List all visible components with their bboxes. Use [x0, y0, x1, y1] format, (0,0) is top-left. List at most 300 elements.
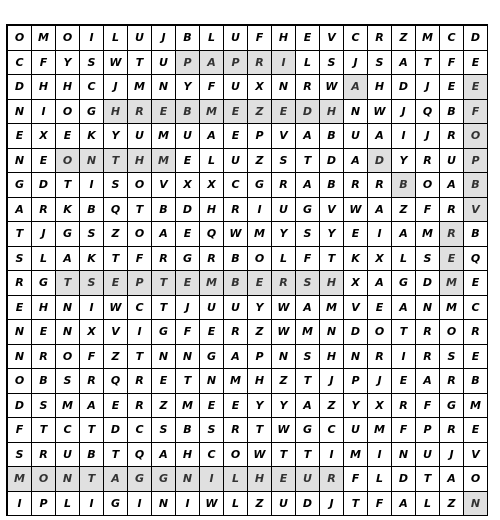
letter-cell[interactable]: J [392, 100, 416, 125]
letter-cell[interactable]: G [392, 271, 416, 296]
letter-cell-highlighted[interactable]: E [176, 271, 200, 296]
letter-cell[interactable]: U [224, 296, 248, 321]
letter-cell[interactable]: N [392, 443, 416, 468]
letter-cell-highlighted[interactable]: S [296, 271, 320, 296]
letter-cell-highlighted[interactable]: T [80, 467, 104, 492]
letter-cell[interactable]: S [80, 51, 104, 76]
letter-cell-highlighted[interactable]: O [464, 124, 488, 149]
letter-cell[interactable]: W [200, 492, 224, 517]
letter-cell[interactable]: G [176, 247, 200, 272]
letter-cell-highlighted[interactable]: E [104, 271, 128, 296]
letter-cell[interactable]: R [128, 394, 152, 419]
letter-cell[interactable]: W [368, 100, 392, 125]
letter-cell[interactable]: U [56, 443, 80, 468]
letter-cell-highlighted[interactable]: R [320, 467, 344, 492]
letter-cell[interactable]: F [80, 345, 104, 370]
letter-cell[interactable]: Z [440, 492, 464, 517]
letter-cell[interactable]: M [464, 394, 488, 419]
letter-cell[interactable]: O [128, 222, 152, 247]
letter-cell[interactable]: R [200, 247, 224, 272]
letter-cell[interactable]: N [272, 75, 296, 100]
letter-cell[interactable]: U [416, 443, 440, 468]
letter-cell[interactable]: I [248, 198, 272, 223]
letter-cell[interactable]: J [104, 75, 128, 100]
letter-cell[interactable]: Z [152, 394, 176, 419]
letter-cell[interactable]: P [248, 124, 272, 149]
letter-cell[interactable]: R [272, 173, 296, 198]
letter-cell[interactable]: T [320, 247, 344, 272]
letter-cell[interactable]: N [344, 345, 368, 370]
letter-cell[interactable]: E [224, 394, 248, 419]
letter-cell[interactable]: U [224, 26, 248, 51]
letter-cell[interactable]: X [176, 173, 200, 198]
letter-cell[interactable]: I [32, 100, 56, 125]
letter-cell[interactable]: U [200, 296, 224, 321]
letter-cell[interactable]: I [80, 296, 104, 321]
letter-cell[interactable]: F [176, 320, 200, 345]
letter-cell[interactable]: T [416, 467, 440, 492]
letter-cell[interactable]: T [248, 418, 272, 443]
letter-cell[interactable]: R [296, 75, 320, 100]
letter-cell[interactable]: J [368, 369, 392, 394]
letter-cell[interactable]: O [56, 345, 80, 370]
letter-cell[interactable]: G [80, 100, 104, 125]
letter-cell[interactable]: T [128, 51, 152, 76]
letter-cell[interactable]: L [200, 149, 224, 174]
letter-cell[interactable]: B [320, 124, 344, 149]
letter-cell[interactable]: O [416, 173, 440, 198]
letter-cell[interactable]: E [152, 369, 176, 394]
letter-cell[interactable]: L [224, 492, 248, 517]
letter-cell[interactable]: D [344, 320, 368, 345]
letter-cell[interactable]: J [440, 443, 464, 468]
letter-cell[interactable]: L [296, 51, 320, 76]
letter-cell[interactable]: H [200, 198, 224, 223]
letter-cell[interactable]: A [296, 296, 320, 321]
letter-cell[interactable]: G [200, 345, 224, 370]
letter-cell[interactable]: O [8, 369, 32, 394]
letter-cell[interactable]: V [344, 296, 368, 321]
letter-cell-highlighted[interactable]: M [8, 467, 32, 492]
letter-cell[interactable]: R [224, 320, 248, 345]
letter-cell[interactable]: O [248, 247, 272, 272]
letter-cell[interactable]: U [224, 75, 248, 100]
letter-cell[interactable]: X [248, 75, 272, 100]
letter-cell[interactable]: L [416, 492, 440, 517]
letter-cell[interactable]: X [200, 173, 224, 198]
letter-cell[interactable]: F [392, 418, 416, 443]
letter-cell[interactable]: T [296, 149, 320, 174]
letter-cell[interactable]: P [416, 418, 440, 443]
letter-cell-highlighted[interactable]: N [80, 149, 104, 174]
letter-cell[interactable]: J [152, 26, 176, 51]
letter-cell[interactable]: N [56, 296, 80, 321]
letter-cell[interactable]: L [104, 26, 128, 51]
letter-cell-highlighted[interactable]: U [296, 467, 320, 492]
letter-cell[interactable]: H [320, 345, 344, 370]
letter-cell[interactable]: S [56, 369, 80, 394]
letter-cell[interactable]: I [80, 173, 104, 198]
letter-cell[interactable]: R [440, 418, 464, 443]
letter-cell[interactable]: U [440, 149, 464, 174]
letter-cell[interactable]: Z [272, 369, 296, 394]
letter-cell[interactable]: A [152, 443, 176, 468]
letter-cell[interactable]: N [344, 100, 368, 125]
letter-cell[interactable]: U [152, 51, 176, 76]
letter-cell-highlighted[interactable]: B [392, 173, 416, 198]
letter-cell[interactable]: Y [176, 75, 200, 100]
letter-cell[interactable]: D [416, 271, 440, 296]
letter-cell[interactable]: R [368, 345, 392, 370]
letter-cell[interactable]: R [128, 369, 152, 394]
letter-cell[interactable]: O [224, 443, 248, 468]
letter-cell[interactable]: L [368, 467, 392, 492]
letter-cell[interactable]: M [416, 26, 440, 51]
letter-cell-highlighted[interactable]: N [176, 467, 200, 492]
letter-cell[interactable]: I [8, 492, 32, 517]
letter-cell[interactable]: M [344, 443, 368, 468]
letter-cell[interactable]: S [272, 149, 296, 174]
letter-cell[interactable]: M [320, 296, 344, 321]
letter-cell[interactable]: J [416, 75, 440, 100]
letter-cell[interactable]: W [104, 51, 128, 76]
letter-cell-highlighted[interactable]: T [152, 271, 176, 296]
letter-cell[interactable]: C [344, 26, 368, 51]
letter-cell-highlighted[interactable]: H [320, 100, 344, 125]
letter-cell[interactable]: Y [392, 149, 416, 174]
letter-cell[interactable]: G [8, 173, 32, 198]
letter-cell[interactable]: L [272, 247, 296, 272]
letter-cell[interactable]: E [440, 75, 464, 100]
letter-cell[interactable]: E [8, 124, 32, 149]
letter-cell[interactable]: E [224, 124, 248, 149]
letter-cell[interactable]: W [320, 75, 344, 100]
letter-cell[interactable]: N [272, 345, 296, 370]
letter-cell-highlighted[interactable]: N [56, 467, 80, 492]
letter-cell[interactable]: M [56, 394, 80, 419]
letter-cell[interactable]: B [320, 173, 344, 198]
letter-cell-highlighted[interactable]: M [200, 271, 224, 296]
letter-cell[interactable]: L [200, 26, 224, 51]
letter-cell[interactable]: E [200, 320, 224, 345]
letter-cell-highlighted[interactable]: V [464, 198, 488, 223]
letter-cell-highlighted[interactable]: E [272, 100, 296, 125]
letter-cell[interactable]: L [56, 492, 80, 517]
letter-cell[interactable]: L [32, 247, 56, 272]
letter-cell[interactable]: Z [248, 149, 272, 174]
letter-cell-highlighted[interactable]: M [200, 100, 224, 125]
letter-cell[interactable]: N [56, 320, 80, 345]
letter-cell[interactable]: M [152, 124, 176, 149]
letter-cell[interactable]: T [272, 443, 296, 468]
letter-cell[interactable]: Y [104, 124, 128, 149]
letter-cell[interactable]: E [32, 149, 56, 174]
letter-cell[interactable]: F [32, 51, 56, 76]
letter-cell[interactable]: H [32, 75, 56, 100]
letter-cell[interactable]: M [416, 222, 440, 247]
letter-cell[interactable]: M [128, 75, 152, 100]
letter-cell[interactable]: S [296, 222, 320, 247]
letter-cell[interactable]: M [224, 369, 248, 394]
letter-cell[interactable]: E [464, 271, 488, 296]
letter-cell[interactable]: M [368, 418, 392, 443]
letter-cell[interactable]: T [176, 369, 200, 394]
letter-cell[interactable]: S [8, 443, 32, 468]
letter-cell-highlighted[interactable]: T [104, 149, 128, 174]
letter-cell[interactable]: X [344, 271, 368, 296]
letter-cell[interactable]: R [464, 320, 488, 345]
letter-cell[interactable]: Q [128, 443, 152, 468]
letter-cell-highlighted[interactable]: H [128, 149, 152, 174]
letter-cell[interactable]: E [464, 418, 488, 443]
letter-cell-highlighted[interactable]: Z [248, 100, 272, 125]
letter-cell[interactable]: X [32, 124, 56, 149]
letter-cell[interactable]: O [128, 173, 152, 198]
letter-cell[interactable]: I [392, 345, 416, 370]
letter-cell[interactable]: T [392, 320, 416, 345]
letter-cell[interactable]: J [32, 222, 56, 247]
letter-cell[interactable]: O [56, 100, 80, 125]
letter-cell[interactable]: V [464, 443, 488, 468]
letter-cell[interactable]: X [368, 247, 392, 272]
letter-cell[interactable]: E [8, 296, 32, 321]
letter-cell[interactable]: F [440, 51, 464, 76]
letter-cell[interactable]: W [248, 443, 272, 468]
letter-cell[interactable]: T [296, 369, 320, 394]
letter-cell[interactable]: U [224, 149, 248, 174]
letter-cell[interactable]: A [296, 173, 320, 198]
letter-cell[interactable]: T [32, 418, 56, 443]
letter-cell[interactable]: Y [56, 51, 80, 76]
letter-cell[interactable]: J [320, 369, 344, 394]
letter-cell[interactable]: A [392, 51, 416, 76]
letter-cell[interactable]: S [200, 418, 224, 443]
letter-cell[interactable]: I [368, 443, 392, 468]
letter-cell[interactable]: F [296, 247, 320, 272]
letter-cell[interactable]: W [272, 320, 296, 345]
letter-cell[interactable]: R [344, 173, 368, 198]
letter-cell[interactable]: B [80, 198, 104, 223]
letter-cell[interactable]: W [344, 198, 368, 223]
letter-cell[interactable]: R [224, 418, 248, 443]
letter-cell[interactable]: B [440, 100, 464, 125]
letter-cell[interactable]: A [368, 198, 392, 223]
letter-cell[interactable]: G [296, 198, 320, 223]
letter-cell[interactable]: R [440, 124, 464, 149]
letter-cell[interactable]: E [368, 296, 392, 321]
letter-cell[interactable]: A [440, 467, 464, 492]
letter-cell[interactable]: O [56, 26, 80, 51]
letter-cell[interactable]: X [80, 320, 104, 345]
letter-cell[interactable]: I [176, 492, 200, 517]
letter-cell[interactable]: T [296, 443, 320, 468]
letter-cell[interactable]: T [416, 51, 440, 76]
letter-cell-highlighted[interactable]: P [128, 271, 152, 296]
letter-cell[interactable]: G [248, 173, 272, 198]
letter-cell[interactable]: S [8, 247, 32, 272]
letter-cell-highlighted[interactable]: R [272, 271, 296, 296]
letter-cell[interactable]: C [200, 443, 224, 468]
letter-cell[interactable]: H [248, 369, 272, 394]
letter-cell[interactable]: S [440, 345, 464, 370]
letter-cell-highlighted[interactable]: H [248, 467, 272, 492]
letter-cell[interactable]: R [368, 173, 392, 198]
letter-cell-highlighted[interactable]: F [464, 100, 488, 125]
letter-cell[interactable]: Y [272, 394, 296, 419]
letter-cell[interactable]: U [176, 124, 200, 149]
letter-cell[interactable]: M [176, 394, 200, 419]
letter-cell[interactable]: A [392, 492, 416, 517]
letter-cell-highlighted[interactable]: T [56, 271, 80, 296]
letter-cell[interactable]: E [344, 222, 368, 247]
letter-cell[interactable]: V [272, 124, 296, 149]
letter-cell-highlighted[interactable]: E [248, 271, 272, 296]
letter-cell[interactable]: O [8, 26, 32, 51]
letter-cell[interactable]: V [152, 173, 176, 198]
letter-cell[interactable]: D [104, 418, 128, 443]
letter-cell[interactable]: R [32, 345, 56, 370]
letter-cell-highlighted[interactable]: R [248, 51, 272, 76]
letter-cell[interactable]: R [32, 198, 56, 223]
letter-cell[interactable]: Z [392, 198, 416, 223]
letter-cell[interactable]: D [464, 26, 488, 51]
letter-cell-highlighted[interactable]: R [440, 222, 464, 247]
letter-cell[interactable]: G [56, 222, 80, 247]
letter-cell-highlighted[interactable]: M [440, 271, 464, 296]
letter-cell[interactable]: C [320, 418, 344, 443]
letter-cell-highlighted[interactable]: B [464, 173, 488, 198]
letter-cell[interactable]: S [32, 394, 56, 419]
letter-cell[interactable]: N [152, 345, 176, 370]
letter-cell[interactable]: Y [248, 296, 272, 321]
letter-cell[interactable]: T [152, 296, 176, 321]
letter-cell[interactable]: A [200, 124, 224, 149]
letter-cell[interactable]: K [80, 124, 104, 149]
letter-cell[interactable]: J [344, 51, 368, 76]
letter-cell-highlighted[interactable]: A [104, 467, 128, 492]
letter-cell[interactable]: D [176, 198, 200, 223]
letter-cell[interactable]: C [128, 418, 152, 443]
letter-cell[interactable]: R [8, 271, 32, 296]
letter-cell[interactable]: M [248, 222, 272, 247]
letter-cell[interactable]: Q [104, 198, 128, 223]
letter-cell[interactable]: F [416, 198, 440, 223]
letter-cell[interactable]: C [128, 296, 152, 321]
letter-cell-highlighted[interactable]: G [152, 467, 176, 492]
letter-cell[interactable]: Y [248, 394, 272, 419]
letter-cell[interactable]: O [440, 320, 464, 345]
letter-cell[interactable]: K [344, 247, 368, 272]
letter-cell-highlighted[interactable]: P [224, 51, 248, 76]
letter-cell[interactable]: H [56, 75, 80, 100]
letter-cell[interactable]: R [416, 345, 440, 370]
letter-cell[interactable]: E [200, 394, 224, 419]
letter-cell[interactable]: N [152, 75, 176, 100]
letter-cell[interactable]: J [176, 296, 200, 321]
letter-cell[interactable]: H [368, 75, 392, 100]
letter-cell[interactable]: R [152, 247, 176, 272]
letter-cell[interactable]: B [464, 222, 488, 247]
letter-cell[interactable]: S [320, 51, 344, 76]
letter-cell[interactable]: R [224, 198, 248, 223]
letter-cell-highlighted[interactable]: E [272, 467, 296, 492]
letter-cell-highlighted[interactable]: P [464, 149, 488, 174]
letter-cell[interactable]: I [80, 26, 104, 51]
letter-cell-highlighted[interactable]: H [320, 271, 344, 296]
letter-cell[interactable]: Y [320, 222, 344, 247]
letter-cell-highlighted[interactable]: R [128, 100, 152, 125]
letter-cell[interactable]: N [416, 296, 440, 321]
letter-cell[interactable]: B [224, 247, 248, 272]
letter-cell[interactable]: A [224, 345, 248, 370]
letter-cell[interactable]: C [80, 75, 104, 100]
letter-cell[interactable]: R [416, 149, 440, 174]
letter-cell[interactable]: F [200, 75, 224, 100]
letter-cell[interactable]: J [416, 124, 440, 149]
letter-cell[interactable]: B [80, 443, 104, 468]
letter-cell[interactable]: I [392, 124, 416, 149]
letter-cell[interactable]: T [104, 443, 128, 468]
letter-cell[interactable]: R [32, 443, 56, 468]
letter-cell[interactable]: E [104, 394, 128, 419]
letter-cell[interactable]: F [368, 492, 392, 517]
letter-cell[interactable]: K [80, 247, 104, 272]
letter-cell[interactable]: U [344, 124, 368, 149]
letter-cell[interactable]: E [176, 149, 200, 174]
letter-cell[interactable]: I [128, 492, 152, 517]
letter-cell[interactable]: Z [104, 345, 128, 370]
letter-cell[interactable]: M [440, 296, 464, 321]
letter-cell[interactable]: S [104, 173, 128, 198]
letter-cell[interactable]: E [464, 51, 488, 76]
letter-cell[interactable]: D [392, 75, 416, 100]
letter-cell[interactable]: A [368, 271, 392, 296]
letter-cell[interactable]: Q [200, 222, 224, 247]
letter-cell[interactable]: I [368, 222, 392, 247]
letter-cell[interactable]: C [464, 296, 488, 321]
letter-cell[interactable]: A [416, 369, 440, 394]
letter-cell[interactable]: Q [464, 247, 488, 272]
letter-cell[interactable]: S [152, 418, 176, 443]
letter-cell[interactable]: D [320, 149, 344, 174]
letter-cell[interactable]: W [272, 296, 296, 321]
letter-cell-highlighted[interactable]: I [272, 51, 296, 76]
letter-cell-highlighted[interactable]: L [224, 467, 248, 492]
letter-cell[interactable]: Z [248, 492, 272, 517]
letter-cell[interactable]: M [32, 26, 56, 51]
letter-cell[interactable]: N [152, 492, 176, 517]
letter-cell-highlighted[interactable]: P [176, 51, 200, 76]
letter-cell[interactable]: T [8, 222, 32, 247]
letter-cell[interactable]: C [224, 173, 248, 198]
letter-cell[interactable]: H [32, 296, 56, 321]
letter-cell[interactable]: F [344, 467, 368, 492]
letter-cell[interactable]: T [80, 418, 104, 443]
letter-cell[interactable]: W [104, 296, 128, 321]
letter-cell-highlighted[interactable]: D [368, 149, 392, 174]
letter-cell-highlighted[interactable]: H [104, 100, 128, 125]
letter-cell[interactable]: C [440, 26, 464, 51]
letter-cell[interactable]: Z [320, 394, 344, 419]
letter-cell[interactable]: S [296, 345, 320, 370]
letter-cell[interactable]: Z [104, 222, 128, 247]
letter-cell[interactable]: I [320, 443, 344, 468]
letter-cell[interactable]: B [464, 369, 488, 394]
letter-cell-highlighted[interactable]: E [152, 100, 176, 125]
letter-cell[interactable]: R [416, 320, 440, 345]
letter-cell[interactable]: R [392, 394, 416, 419]
letter-cell[interactable]: L [392, 247, 416, 272]
